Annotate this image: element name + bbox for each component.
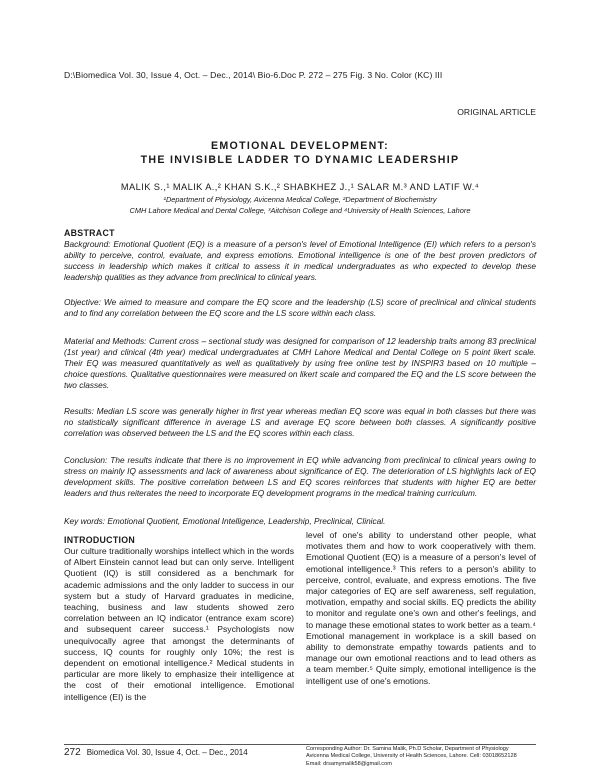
title-line-1: EMOTIONAL DEVELOPMENT: xyxy=(211,140,389,152)
keywords: Key words: Emotional Quotient, Emotional Intelligence, Leadership, Preclinical, Clinical. xyxy=(64,516,386,526)
running-head: D:\Biomedica Vol. 30, Issue 4, Oct. – Dec., 2014\ Bio-6.Doc P. 272 – 275 Fig. 3 No. Color (KC) III xyxy=(64,70,443,80)
title-line-2: THE INVISIBLE LADDER TO DYNAMIC LEADERSHIP xyxy=(140,154,460,166)
abstract-background: Background: Emotional Quotient (EQ) is a measure of a person's level of Emotional Intelligence (EI) which refers to a person's ability to perceive, control, evaluate, and express emotions. Emotional intelligence is one of the best proven predictors of success in leadership which makes it critical to assess it in medical undergraduates as who expected to develop these leadership qualities as they advance from preclinical to clinical years. xyxy=(64,239,536,283)
page-number: 272 xyxy=(64,747,81,758)
abstract-conclusion: Conclusion: The results indicate that there is no improvement in EQ while advancing from preclinical to clinical years owing to stress on mainly IQ assessments and lack of awareness about significance of EQ. The deterioration of LS highlights lack of EQ development skills. The positive correlation between LS and EQ scores reinforces that students with higher EQ are better leaders and thus reiterates the need to incorporate EQ development programs in the medical training curriculum. xyxy=(64,455,536,499)
affiliation-line-2: CMH Lahore Medical and Dental College, ³Aitchison College and ⁴University of Health Sciences, Lahore xyxy=(129,206,471,215)
introduction-right-column: level of one's ability to understand other people, what motivates them and how to work cooperatively with them. Emotional Quotient (EQ) is a measure of a person's level of emotional intelligence.³ This refers to a person's ability to perceive, control, evaluate, and express emotions. The five major categories of EQ are self awareness, self regulation, motivation, empathy and social skills. EQ predicts the ability to monitor and regulate one's own and other's feelings, and to manage these emotional states to work better as a team.⁴ Emotional management in workplace is a skill based on ability to demonstrate empathy towards patients and to manage our own emotional reactions and to lead others as a team member.⁵ Quite simply, emotional intelligence is the intelligent use of one's emotions. xyxy=(306,530,536,686)
corresponding-author xyxy=(306,746,538,768)
corresponding-line-1: Corresponding Author: Dr. Samina Malik, Ph.D Scholar, Department of Physiology xyxy=(306,746,509,752)
abstract-methods: Material and Methods: Current cross – sectional study was designed for comparison of 12 leadership traits among 83 preclinical (1st year) and clinical (4th year) medical undergraduates at CMH Lahore Medical and Dental College on 5 point likert scale. Their EQ was measured quantitatively as well as qualitatively by using free online test by INSPIR3 based on 10 multiple – choice questions. Qualitative questionnaires were measured on likert scale and compared the EQ and the LS score between the two classes. xyxy=(64,336,536,391)
footer-journal: Biomedica Vol. 30, Issue 4, Oct. – Dec., 2014 xyxy=(86,748,248,757)
corresponding-line-2: Avicenna Medical College, University of Health Sciences, Lahore. Cell: 03018652128 xyxy=(306,753,517,760)
abstract-heading: ABSTRACT xyxy=(64,228,115,238)
abstract-results: Results: Median LS score was generally higher in first year whereas median EQ score was equal in both classes but there was no statistically significant difference in average LS and average EQ score between both classes. A significantly positive correlation was observed between the LS and the EQ scores within each class. xyxy=(64,406,536,439)
abstract-objective: Objective: We aimed to measure and compare the EQ score and the leadership (LS) score of preclinical and clinical students and to find any correlation between the EQ score and the LS score within each class. xyxy=(64,297,536,319)
article-type-label: ORIGINAL ARTICLE xyxy=(457,107,536,117)
affiliation-line-1: ¹Department of Physiology, Avicenna Medical College, ²Department of Biochemistry xyxy=(163,195,437,204)
author-list: MALIK S.,¹ MALIK A.,² KHAN S.K.,² SHABKHEZ J.,¹ SALAR M.³ AND LATIF W.⁴ xyxy=(120,182,480,192)
footer-journal-info xyxy=(64,747,248,758)
introduction-left-column: Our culture traditionally worships intellect which in the words of Albert Einstein cannot lead but can only serve. Intelligent Quotient (IQ) is still considered as a benchmark for academic admissions and the only ladder to success in our system but a study of Harvard graduates in medicine, teaching, business and law students showed zero correlation between an IQ indicator (entrance exam score) and subsequent career success.¹ Psychologists now unequivocally agree that amongst the determinants of success, IQ counts for roughly only 10%; the rest is dependent on emotional intelligence.² Medical students in particular are more likely to emphasize their intelligence at the cost of their emotional intelligence. Emotional intelligence (EI) is the xyxy=(64,546,294,702)
introduction-heading: INTRODUCTION xyxy=(64,535,136,545)
article-title xyxy=(64,139,536,167)
corresponding-email: Email: drsamymalik58@gmail.com xyxy=(306,760,392,767)
footer-divider xyxy=(64,744,536,745)
